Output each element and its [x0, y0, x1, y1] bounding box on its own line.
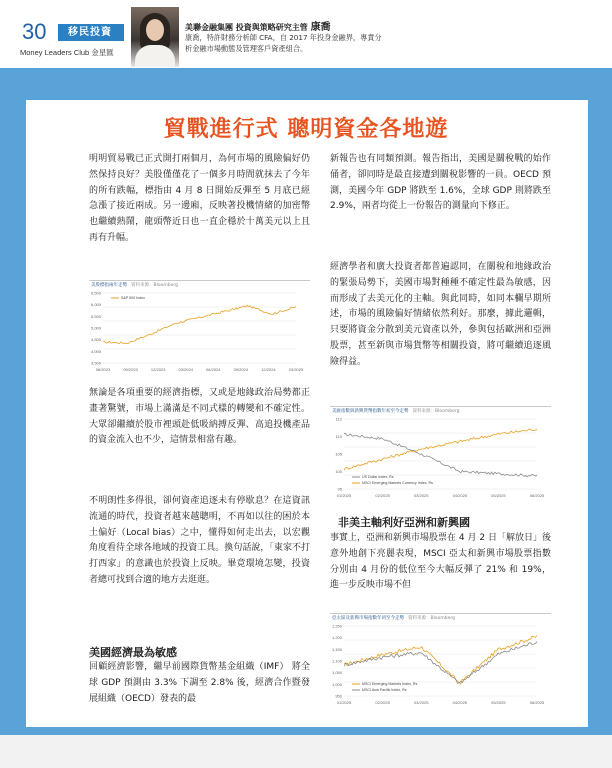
y-tick-label: 1,000 — [331, 681, 342, 687]
chart-asia-em: 亞太區及新興市場指數年初至今走勢 資料來源：Bloomberg 01/2025 02/2025 03/2025 04/2025 05/2025 06/2025 MSCI Emerging Markets Index, Rs MSCI Asia Pacific Index, Rs 1,250 1,200 1,150 1,100 1,050 1,000 950 — [330, 613, 551, 709]
x-tick-label: 09/2024 — [233, 367, 249, 372]
subheading-asia-em: 非美主軸利好亞洲和新興國 — [338, 516, 470, 529]
x-tick-label: 03/2024 — [178, 367, 193, 372]
chart-sp500 — [89, 280, 310, 376]
x-tick-label: 06/2023 — [95, 367, 111, 372]
x-tick-label: 05/2025 — [491, 493, 506, 498]
author-name: 康喬 — [310, 22, 331, 33]
paragraph-7: 事實上，亞洲和新興市場股票在 4 月 2 日「解放日」後意外地創下亮麗表現，MSCI 亞太和新興市場股票指數分別由 4 月份的低位至今大幅反彈了 21% 和 19%，進一步反映市場不但 — [330, 533, 551, 591]
x-tick-label: 05/2025 — [491, 700, 506, 705]
x-tick-label: 01/2025 — [336, 493, 352, 498]
x-tick-label: 01/2025 — [336, 700, 352, 705]
column-tag: 移民投資 — [58, 24, 124, 41]
series-line — [344, 429, 537, 470]
x-tick-label: 04/2025 — [452, 493, 468, 498]
club-name: Money Leaders Club 金星匯 — [20, 48, 114, 57]
y-tick-label: 95 — [337, 486, 342, 492]
page-bottom — [0, 735, 612, 768]
y-tick-label: 110 — [335, 434, 342, 439]
y-tick-label: 6,500 — [90, 290, 101, 296]
y-tick-label: 1,050 — [331, 670, 342, 676]
legend-label: MSCI Emerging Markets Index, Rs — [362, 682, 418, 686]
y-tick-label: 100 — [335, 469, 342, 474]
chart-sp500-svg — [89, 281, 310, 377]
chart-title: 美股標指兩年走勢 資料來源：Bloomberg — [91, 283, 178, 288]
y-tick-label: 950 — [335, 693, 342, 699]
y-tick-label: 1,200 — [331, 635, 342, 641]
article-title: 貿戰進行式 聰明資金各地遊 — [163, 117, 449, 142]
chart-dxy-emfx-svg — [330, 407, 551, 503]
y-tick-label: 1,100 — [331, 658, 342, 664]
x-tick-label: 09/2023 — [123, 367, 138, 372]
series-line — [103, 305, 296, 343]
legend-label: US Dollar Index, Rs — [362, 475, 394, 479]
x-tick-label: 03/2025 — [288, 367, 304, 372]
paragraph-4: 回顧經濟影響，繼早前國際貨幣基金組織（IMF） 將全球 GDP 預測由 3.3% 下調至 2.8% 後，經濟合作暨發展組織（OECD）發表的最 — [89, 662, 310, 704]
legend-label: S&P 500 Index — [121, 296, 145, 300]
paragraph-5: 新報告也有同類預測。報告指出，美國是關稅戰的始作俑者，卻同時是最直接遭到關稅影響的一員。OECD 預測，美國今年 GDP 將跌至 1.6%，全球 GDP 則將跌至 2.9%，兩者均從上一份報告的測量向下修正。 — [330, 154, 551, 212]
paragraph-6: 經濟學者和廣大投資者都普遍認同，在關稅和地緣政治的緊張局勢下，美國市場對種種不確定性最為敏感，因而形成了去美元化的主軸。與此同時，如同本欄早期所述，市場的風險偏好情緒依然利好。那麼，據此邏輯，只要將資金分散到美元資產以外，參與包括歐洲和亞洲股票，甚至新與市場貨幣等相關投資，將可繼續追逐風險得益。 — [330, 262, 551, 367]
legend-label: MSCI Emerging Markets Currency Index, Rs — [362, 481, 433, 485]
y-tick-label: 1,250 — [331, 623, 342, 629]
subheading-us-economy: 美國經濟最為敏感 — [89, 646, 177, 659]
x-tick-label: 02/2025 — [375, 493, 390, 498]
x-tick-label: 12/2024 — [261, 367, 276, 372]
x-tick-label: 06/2024 — [206, 367, 221, 372]
series-line — [344, 642, 537, 684]
y-tick-label: 6,000 — [90, 302, 101, 308]
legend-label: MSCI Asia Pacific Index, Rs — [362, 688, 407, 692]
x-tick-label: 03/2025 — [413, 493, 429, 498]
y-tick-label: 4,500 — [90, 337, 101, 343]
y-tick-label: 1,150 — [331, 646, 342, 652]
author-bio: 康喬，特許財務分析師 CFA，自 2017 年投身金融界，專責分析金融市場動態及管理客戶資產組合。 — [185, 33, 382, 53]
chart-dxy-emfx: 美匯指數與新興貨幣指數年初至今走勢 資料來源：Bloomberg 01/2025 02/2025 03/2025 04/2025 05/2025 06/2025 US Dollar Index, Rs MSCI Emerging Markets Currency Index, Rs 112 110 105 100 95 — [330, 406, 551, 502]
page-header — [0, 0, 612, 68]
x-tick-label: 06/2025 — [529, 493, 545, 498]
y-tick-label: 105 — [335, 451, 342, 457]
y-tick-label: 3,500 — [90, 360, 101, 366]
series-line — [344, 636, 537, 684]
author-title: 美聯金融集團 投資與策略研究主管 康喬 — [185, 22, 331, 33]
paragraph-2: 無論是各項重要的經濟指標，又或是地緣政治局勢都正畫著驚號，市場上滿滿是不同式樣的轉變和不確定性。大眾卻繼續於股市裡頭赴低吸納搏反彈、高追投機產品的資金流入也不少，這情景相當有趣。 — [89, 388, 310, 446]
chart-asia-em-svg — [330, 614, 551, 710]
series-line — [344, 433, 537, 476]
y-tick-label: 112 — [335, 416, 342, 422]
x-tick-label: 12/2023 — [150, 367, 166, 372]
x-tick-label: 04/2025 — [452, 700, 468, 705]
page-number: 30 — [22, 19, 47, 44]
paragraph-1: 明明貿易戰已正式開打兩個月，為何市場的風險偏好仍然保持良好？美股僅僅花了一個多月時間就抹去了今年的所有跌幅，標指由 4 月 8 日開始反彈至 5 月底已經急漲了接近兩成。另一邊廂，反映著投機情緒的加密幣也繼續熱鬧，龍頭幣近日也一直企穩於十萬美元以上且再有升幅。 — [89, 154, 310, 243]
x-tick-label: 06/2025 — [529, 700, 545, 705]
paragraph-3: 不明朗性多得很，卻何資產追逐未有停歇息？在這資訊流通的時代，投資者越來越聰明，不再如以往的困於本土偏好（Local bias）之中，懂得如何走出去，以宏觀角度看待全球各地域的投資工具。換句話說，「東家不打打西家」的意識也於投資上反映。畢竟環境怎變，投資者總可找到合適的地方去逛逛。 — [89, 496, 310, 585]
author-photo — [131, 7, 179, 67]
y-tick-label: 5,500 — [90, 313, 101, 319]
y-tick-label: 5,000 — [90, 325, 101, 331]
x-tick-label: 02/2025 — [375, 700, 390, 705]
y-tick-label: 4,000 — [90, 348, 101, 354]
x-tick-label: 03/2025 — [413, 700, 429, 705]
